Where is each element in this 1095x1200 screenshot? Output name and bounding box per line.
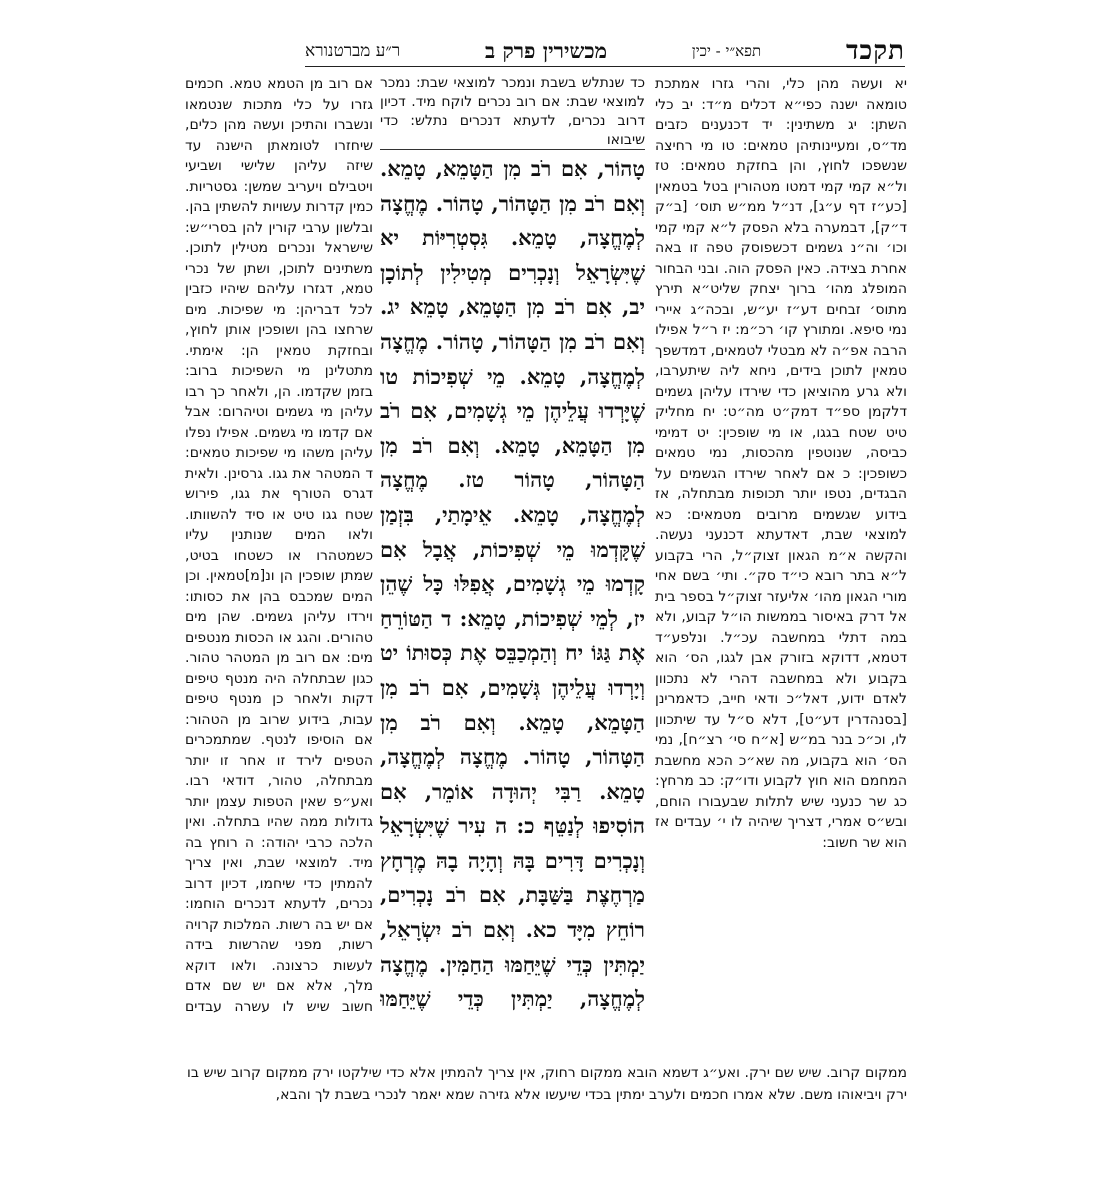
commentary-range: תפא״י - יכין — [691, 41, 762, 60]
page-number: תקכד — [846, 36, 905, 66]
bartenura-footer — [187, 1062, 907, 1106]
mishnah-text: טָהוֹר, אִם רֹב מִן הַטָּמֵא, טָמֵא. וְאִם רֹב מִן הַטָּהוֹר, טָהוֹר. מֶחֱצָה לְמֶחֱצָה, טָמֵא. גִּסְטְרִיּוֹת יא שֶׁיִּשְׂרָאֵל וְנָכְרִים מְטִילִין לְתוֹכָן יב, אִם רֹב מִן הַטָּמֵא, טָמֵא יג. וְאִם רֹב מִן הַטָּהוֹר, טָהוֹר. מֶחֱצָה לְמֶחֱצָה, טָמֵא. מֵי שְׁפִיכוֹת טו שֶׁיָּרְדוּ עֲלֵיהֶן מֵי גְשָׁמִים, אִם רֹב מִן הַטָּמֵא, טָמֵא. וְאִם רֹב מִן הַטָּהוֹר, טָהוֹר טז. מֶחֱצָה לְמֶחֱצָה, טָמֵא. אֵימָתַי, בִּזְמַן שֶׁקָּדְמוּ מֵי שְׁפִיכוֹת, אֲבָל אִם קָדְמוּ מֵי גְשָׁמִים, אֲפִלּוּ כָּל שֶׁהֵן יז, לְמֵי שְׁפִיכוֹת, טָמֵא: ד הַטּוֹרֵחַ אֶת גַּגּוֹ יח וְהַמְכַבֵּס אֶת כְּסוּתוֹ יט וְיָרְדוּ עֲלֵיהֶן גְּשָׁמִים, אִם רֹב מִן הַטָּמֵא, טָמֵא. וְאִם רֹב מִן הַטָּהוֹר, טָהוֹר. מֶחֱצָה לְמֶחֱצָה, טָמֵא. רַבִּי יְהוּדָה אוֹמֵר, אִם הוֹסִיפוּ לְנַטֵּף כ: ה עִיר שֶׁיִּשְׂרָאֵל וְנָכְרִים דָּרִים בָּהּ וְהָיָה בָהּ מֶרְחָץ מַרְחֶצֶת בַּשַּׁבָּת, אִם רֹב נָכְרִים, רוֹחֵץ מִיָּד כא. וְאִם רֹב יִשְׂרָאֵל, יַמְתִּין כְּדֵי שֶׁיֵּחַמּוּ הַחַמִּין. מֶחֱצָה לְמֶחֱצָה, יַמְתִּין כְּדֵי שֶׁיֵּחַמּוּ — [380, 156, 645, 1012]
page-header — [305, 36, 905, 67]
tiferet-yisrael-text: יא ועשה מהן כלי, והרי גזרו אמתכת טומאה ישנה כפי״א דכלים מ״ד: יב כלי השתן: יג משתינין: יד דכנענים כזבים מד״ס, ומעיינותיהן טמאים: טו מי רחיצה שנשפכו לחוץ, והן בחזקת טמאים: טז ול״א קמי קמי דמטו מטהורין בטל בטמאין [כע״ז דף ע״ג], דנ״ל ממ״ש תוס׳ [ב״ק ד״ק], דבמערה בלא הפסק ל״א קמי קמי וכו׳ וה״נ גשמים דכשפוסק טפה זו באה אחרת בצידה. כאין הפסק הוה. ובני הבחור המופלג מהו׳ ברוך יצחק שליט״א תירץ מתוס׳ זבחים דע״ז יע״ש, ובכה״ג איירי נמי סיפא. ומתורץ קו׳ רכ״מ: יז ר״ל אפילו הרבה אפ״ה לא מבטלי לטמאים, דמדשפך טמאין לתוכן בידים, ניחא ליה שיתערבו, ולא גרע מהוציאן כדי שירדו עליהן גשמים דלקמן ספ״ד דמק״ט מה״ט: יח מחליק טיט שטח בגגו, או מי שופכין: יט דמימי כביסה, שנוטפין מהכסות, נמי טמאים כשופכין: כ אם לאחר שירדו הגשמים על הבגדים, נטפו יותר תכופות מבתחלה, אז בידוע שגשמים מרובים מטמאים: כא למוצאי שבת, דאדעתא דכנעני נעשה. והקשה א״מ הגאון זצוק״ל, הרי בקבוע ל״א בתר רובא כי״ד סק״. ותי׳ בשם אחי מורי הגאון מהו׳ אליעזר זצוק״ל בספר בית אל דרק באיסור בממשות הו״ל קבוע, ולא במה דתלי במחשבה עכ״ל. ונלפע״ד דטמא, דדוקא בזורק אבן לגגו, הס׳ הוא בקבוע ולא במחשבה דהרי לא נתכוון לאדם ידוע, דאל״כ ודאי חייב, כדאמרינן [בסנהדרין דע״ט], דלא ס״ל עד שיתכוון לו, וכ״כ בנר במ״ש [א״ח סי׳ רצ״ח], נמי הס׳ הוא בקבוע, מה שא״כ הכא מחשבת המחמם הוא חוץ לקבוע ודו״ק: כב מרחץ: כג שר כנעני שיש לתלות שבעבורו הוחם, ובש״ס אמרי, דצריך שיהיה לו י׳ עבדים אז הוא שר חשוב: — [655, 76, 907, 851]
bartenura-text: אם רוב מן הטמא טמא. חכמים גזרו על כלי מתכות שנטמאו ונשברו והתיכן ועשה מהן כלים, שיחזרו לטומאתן הישנה עד שיזה עליהן שלישי ושביעי ויטבילם ויעריב שמשן: גסטריות. כמין קדרות עשויות להשתין בהן. ובלשון ערבי קורין להן בסרי״ש: שישראל ונכרים מטילין לתוכן. משתינים לתוכן, ושתן של נכרי טמא, דגזרו עליהם שיהיו כזבין לכל דבריהן: מי שפיכות. מים שרחצו בהן ושופכין אותן לחוץ, ובחזקת טמאין הן: אימתי. מתטלינן מי השפיכות ברוב: בזמן שקדמו. הן, ולאחר כך רבו עליהן מי גשמים וטיהרום: אבל אם קדמו מי גשמים. אפילו נפלו עליהן משהו מי שפיכות טמאים: ד המטהר את גגו. גרסינן. ולאית דגרס הטורף את גגו, פירוש שטח גגו טיט או סיד להשוותו. ולאו המים שנותנין עליו כשמטהרו או כשטחו בטיט, שמתן שופכין הן ונ[מ]טמאין. וכן המים שמכבס בהן את כסותו: וירדו עליהן גשמים. שהן מים טהורים. והגג או הכסות מנטפים מים: אם רוב מן המטהר טהור. כגון שבתחלה היה מנטף טיפים דקות ולאחר כן מנטף טיפים עבות, בידוע שרוב מן הטהור: אם הוסיפו לנטף. שמתמכרים הטפים לירד זו אחר זו יותר מבתחלה, טהור, דודאי רבו. ואע״פ שאין הטפות עצמן יותר גדולות ממה שהיו בתחלה. ואין הלכה כרבי יהודה: ה רוחץ בה מיד. למוצאי שבת, ואין צריך להמתין כדי שיחמו, דכיון דרוב נכרים, לדעתא דנכרים הוחמו: אם יש בה רשות. המלכות קרויה רשות, מפני שהרשות בידה לעשות כרצונה. ולאו דוקא מלך, אלא אם יש שם אדם חשוב שיש לו עשרה עבדים — [185, 76, 373, 1015]
tractate-chapter-title: מכשירין פרק ב — [485, 38, 608, 63]
mishnah-top-note-text: כד שנתלש בשבת ונמכר למוצאי שבת: נמכר למוצאי שבת: אם רוב נכרים לוקח מיד. דכיון דרוב נכרים, לדעתא דנכרים נתלש: כדי שיבואו — [380, 75, 645, 148]
mishnah-column — [380, 152, 645, 1022]
mishnah-top-note — [380, 74, 645, 150]
bartenura-footer-text: ממקום קרוב. שיש שם ירק. ואע״ג דשמא הובא ממקום רחוק, אין צריך להמתין אלא כדי שילקטו ירק ממקום קרוב שיש בו ירק ויביאוהו משם. שלא אמרו חכמים ולערב ימתין בכדי שיעשו אלא גזירה שמא יאמר לנכרי בשבת לך והבא, — [187, 1065, 907, 1103]
tiferet-yisrael-column — [655, 74, 907, 1019]
bartenura-column — [185, 74, 373, 1019]
commentary-name: ר״ע מברטנורא — [305, 41, 401, 61]
